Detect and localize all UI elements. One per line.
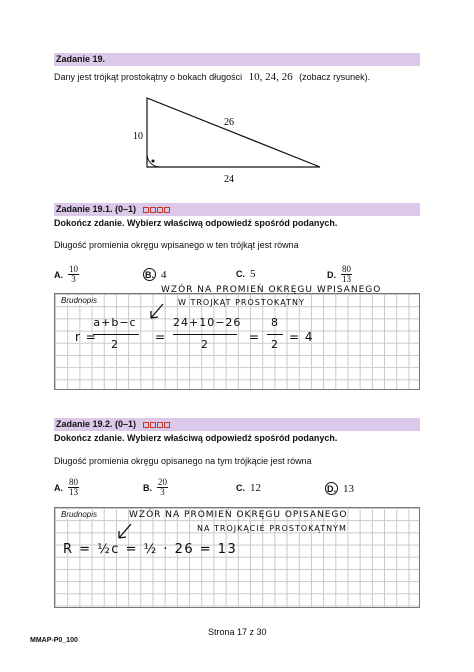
handwritten-frac3-den: 2	[271, 338, 279, 351]
handwritten-frac2-num: 24+10−26	[173, 316, 242, 329]
document-code: MMAP-P0_100	[30, 637, 78, 644]
task19-header: Zadanie 19.	[54, 53, 420, 66]
task19-note: (zobacz rysunek).	[299, 72, 371, 82]
points-badge-icon	[143, 422, 170, 428]
task19-1-instruction: Dokończ zdanie. Wybierz właściwą odpowiedź spośród podanych.	[54, 218, 338, 228]
option-fraction: $\frac{80}{13}$	[69, 477, 78, 497]
task19-statement: Dany jest trójkąt prostokątny o bokach długości	[54, 72, 243, 82]
task19-1-question: Długość promienia okręgu wpisanego w ten trójkąt jest równa	[54, 240, 299, 250]
scratchpad-label: Brudnopis	[61, 296, 98, 305]
handwritten-frac3-bar	[267, 334, 283, 335]
handwritten-frac3-num: 8	[271, 316, 279, 329]
scratchpad-19-2	[54, 507, 420, 608]
scratchpad-19-1	[54, 285, 420, 390]
task19-2-option-d[interactable]	[325, 482, 354, 495]
handwritten-eq1: =	[155, 330, 167, 344]
option-letter: B.	[143, 482, 152, 493]
option-letter: C.	[236, 483, 245, 493]
task19-2-question: Długość promienia okręgu opisanego na tym trójkącie jest równa	[54, 456, 312, 466]
option-letter: D.	[327, 269, 336, 280]
option-value: 12	[250, 482, 261, 494]
option-value: 13	[343, 482, 354, 495]
handwritten-arrow-icon	[115, 522, 133, 542]
handwritten-frac1-num: a+b−c	[93, 316, 137, 329]
task19-2-header	[54, 418, 420, 431]
task19-1-option-a[interactable]	[54, 265, 79, 284]
option-value: 5	[250, 268, 256, 280]
task19-2-instruction: Dokończ zdanie. Wybierz właściwą odpowiedź spośród podanych.	[54, 433, 338, 443]
handwritten-note-line1: WZÓR NA PROMIEŃ OKRĘGU OPISANEGO	[129, 510, 348, 520]
task19-1-option-d[interactable]	[327, 265, 352, 284]
task19-numbers: 10, 24, 26	[248, 71, 293, 83]
option-value: 4	[161, 268, 167, 281]
handwritten-frac2-bar	[173, 334, 237, 335]
option-fraction: $\frac{10}{3}$	[69, 264, 78, 284]
handwritten-frac1-den: 2	[111, 338, 119, 351]
triangle-side-bottom: 24	[224, 174, 234, 185]
handwritten-frac2-den: 2	[201, 338, 209, 351]
task19-2-option-a[interactable]	[54, 478, 79, 497]
option-letter-circled: B.	[145, 269, 154, 280]
task19-2-option-b[interactable]	[143, 478, 168, 497]
handwritten-result: = 4	[289, 330, 314, 344]
handwritten-eq2: =	[249, 330, 261, 344]
option-letter: A.	[54, 482, 63, 493]
handwritten-note-line1: WZÓR NA PROMIEŃ OKRĘGU WPISANEGO	[161, 285, 382, 295]
points-badge-icon	[143, 207, 170, 213]
triangle-side-hyp: 26	[224, 117, 234, 128]
task19-1-option-b[interactable]	[143, 268, 167, 281]
scratchpad-label: Brudnopis	[61, 510, 98, 519]
handwritten-note-line2: W TROJKĄT PROSTOKĄTNY	[178, 298, 305, 307]
page-number: Strona 17 z 30	[208, 627, 267, 637]
handwritten-r: r =	[75, 330, 97, 344]
option-letter-circled: D.	[327, 483, 336, 494]
task19-2-header-text: Zadanie 19.2. (0–1)	[56, 419, 137, 429]
triangle-side-left: 10	[133, 131, 143, 142]
task19-1-header	[54, 203, 420, 216]
option-letter: A.	[54, 269, 63, 280]
option-fraction: $\frac{20}{3}$	[158, 477, 167, 497]
handwritten-arrow-icon	[147, 302, 165, 322]
option-fraction: $\frac{80}{13}$	[342, 264, 351, 284]
task19-1-header-text: Zadanie 19.1. (0–1)	[56, 204, 137, 214]
handwritten-frac1-bar	[93, 334, 139, 335]
task19-1-option-c[interactable]	[236, 268, 256, 280]
task19-statement-row	[54, 71, 370, 83]
handwritten-note-line2: NA TROJKĄCIE PROSTOKĄTNYM	[197, 524, 347, 533]
triangle-figure	[120, 90, 340, 185]
option-letter: C.	[236, 269, 245, 279]
task19-2-option-c[interactable]	[236, 482, 261, 494]
handwritten-formula: R = ½c = ½ · 26 = 13	[63, 542, 238, 557]
